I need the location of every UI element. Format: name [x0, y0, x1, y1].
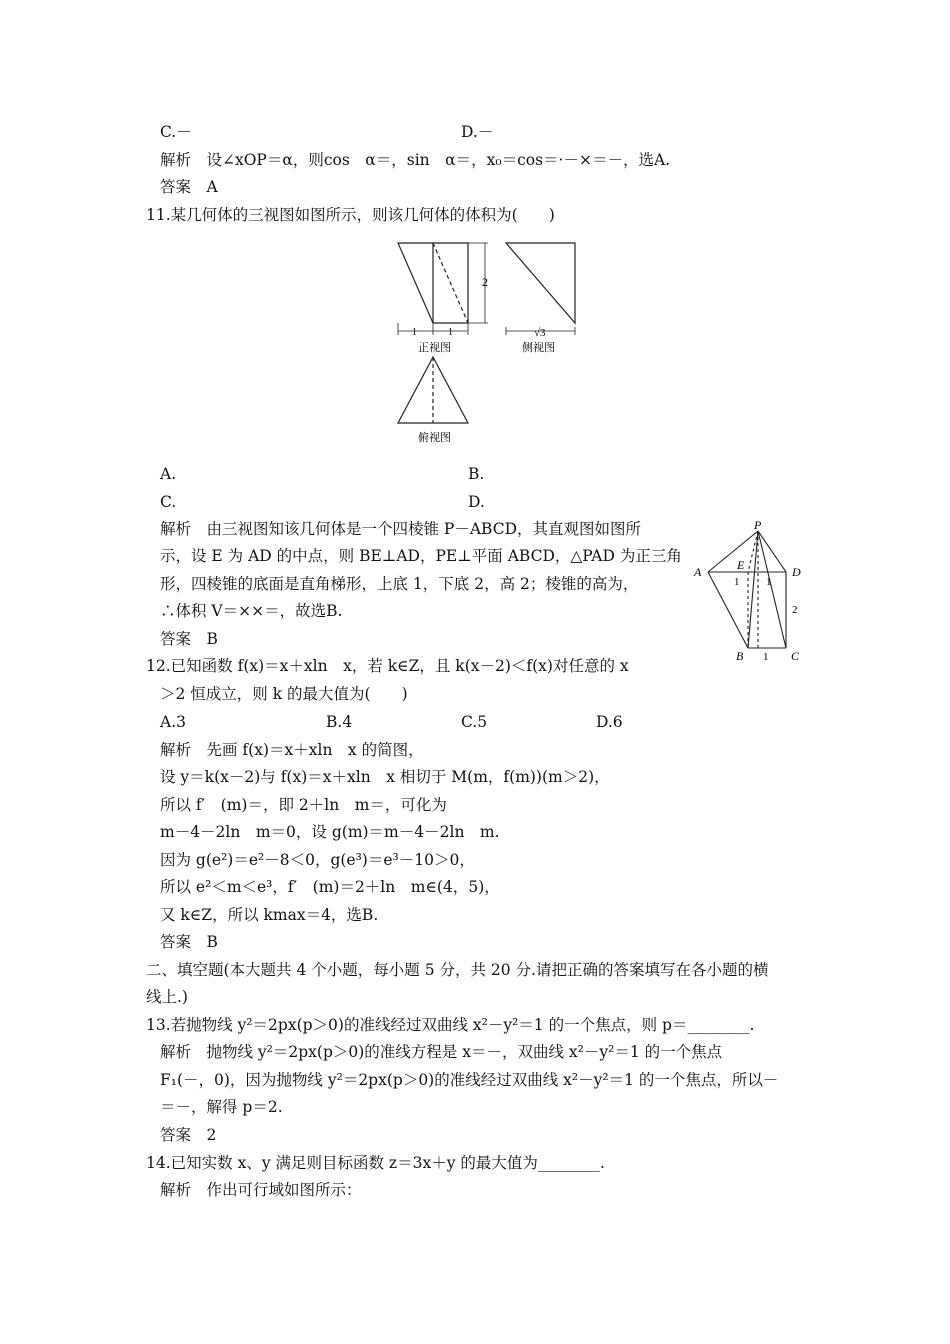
question-12-line2: ＞2 恒成立，则 k 的最大值为( )	[160, 685, 408, 703]
dim-label-1b: 1	[448, 327, 453, 338]
q12-analysis-4: m－4－2ln m＝0，设 g(m)＝m－4－2ln m.	[160, 823, 500, 841]
vertex-c: C	[791, 649, 800, 663]
section-2-heading-2: 线上.)	[146, 988, 188, 1006]
q13-analysis-3: ＝－，解得 p＝2.	[160, 1098, 283, 1116]
side-view-label: 侧视图	[522, 342, 555, 354]
answer-line: 答案 A	[160, 178, 218, 196]
q12-analysis-6: 所以 e²＜m＜e³，f′ (m)＝2＋ln m∈(4，5)，	[160, 878, 500, 896]
q11-option-a: A.	[160, 465, 177, 483]
question-13: 13.若抛物线 y²＝2px(p＞0)的准线经过双曲线 x²－y²＝1 的一个焦点，则 p＝________.	[146, 1016, 755, 1034]
q12-analysis-7: 又 k∈Z，所以 kmax＝4，选B.	[160, 906, 379, 924]
question-12-line1: 12.已知函数 f(x)＝x＋xln x，若 k∈Z，且 k(x－2)＜f(x)对任意的 x	[146, 657, 629, 675]
q11-answer: 答案 B	[160, 630, 218, 648]
length-1a: 1	[734, 576, 740, 588]
q13-analysis-2: F₁(－，0)，因为抛物线 y²＝2px(p＞0)的准线经过双曲线 x²－y²＝1 的一个焦点，所以－	[160, 1071, 779, 1089]
q14-analysis-1: 解析 作出可行域如图所示：	[160, 1181, 362, 1199]
length-1b: 1	[766, 576, 772, 588]
q11-analysis-2: 示，设 E 为 AD 的中点，则 BE⊥AD，PE⊥平面 ABCD，△PAD 为正三角	[160, 547, 682, 565]
analysis-line: 解析 设∠xOP＝α，则cos α＝，sin α＝，x₀＝cos＝·－×＝－，选A.	[160, 151, 671, 169]
q12-analysis-5: 因为 g(e²)＝e²－8＜0，g(e³)＝e³－10＞0，	[160, 851, 475, 869]
dim-label-2: 2	[482, 275, 488, 289]
vertex-e: E	[737, 558, 745, 572]
top-view	[398, 357, 468, 423]
vertex-a: A	[694, 565, 702, 579]
question-11: 11.某几何体的三视图如图所示，则该几何体的体积为( )	[146, 206, 555, 224]
vertex-b: B	[736, 649, 744, 663]
q12-analysis-1: 解析 先画 f(x)＝x＋xln x 的简图，	[160, 741, 424, 759]
q11-analysis-1: 解析 由三视图知该几何体是一个四棱锥 P－ABCD，其直观图如图所	[160, 520, 642, 538]
q12-option-c: C.5	[461, 713, 488, 731]
q12-option-b: B.4	[326, 713, 353, 731]
q12-answer: 答案 B	[160, 933, 218, 951]
vertex-d: D	[792, 565, 801, 579]
q12-analysis-2: 设 y＝k(x－2)与 f(x)＝x＋xln x 相切于 M(m，f(m))(m＞2)，	[160, 768, 610, 786]
option-d: D.－	[461, 123, 494, 141]
question-14: 14.已知实数 x、y 满足则目标函数 z＝3x＋y 的最大值为________.	[146, 1154, 605, 1172]
option-c: C.－	[160, 123, 192, 141]
length-2: 2	[792, 604, 798, 616]
three-views-figure	[390, 235, 600, 450]
q11-analysis-4: ∴体积 V＝××＝，故选B.	[160, 602, 343, 620]
length-1c: 1	[763, 651, 769, 663]
dim-label-sqrt3: √3	[534, 327, 546, 339]
side-view	[506, 243, 575, 335]
q11-option-d: D.	[468, 493, 485, 511]
dim-label-1a: 1	[412, 327, 417, 338]
q11-option-b: B.	[468, 465, 485, 483]
q13-answer: 答案 2	[160, 1126, 217, 1144]
q11-analysis-3: 形，四棱锥的底面是直角梯形，上底 1，下底 2，高 2；棱锥的高为，	[160, 575, 639, 593]
q12-option-d: D.6	[596, 713, 623, 731]
section-2-heading-1: 二、填空题(本大题共 4 个小题，每小题 5 分，共 20 分.请把正确的答案填写在各小题的横	[146, 961, 769, 979]
front-view	[398, 243, 488, 335]
top-view-label: 俯视图	[418, 432, 451, 444]
q12-analysis-3: 所以 f′ (m)＝，即 2＋ln m＝，可化为	[160, 796, 447, 814]
q12-option-a: A.3	[160, 713, 186, 731]
front-view-label: 正视图	[418, 342, 451, 354]
pyramid-figure	[690, 515, 815, 665]
vertex-p: P	[754, 518, 762, 532]
q13-analysis-1: 解析 抛物线 y²＝2px(p＞0)的准线方程是 x＝－，双曲线 x²－y²＝1 的一个焦点	[160, 1043, 723, 1061]
q11-option-c: C.	[160, 493, 177, 511]
